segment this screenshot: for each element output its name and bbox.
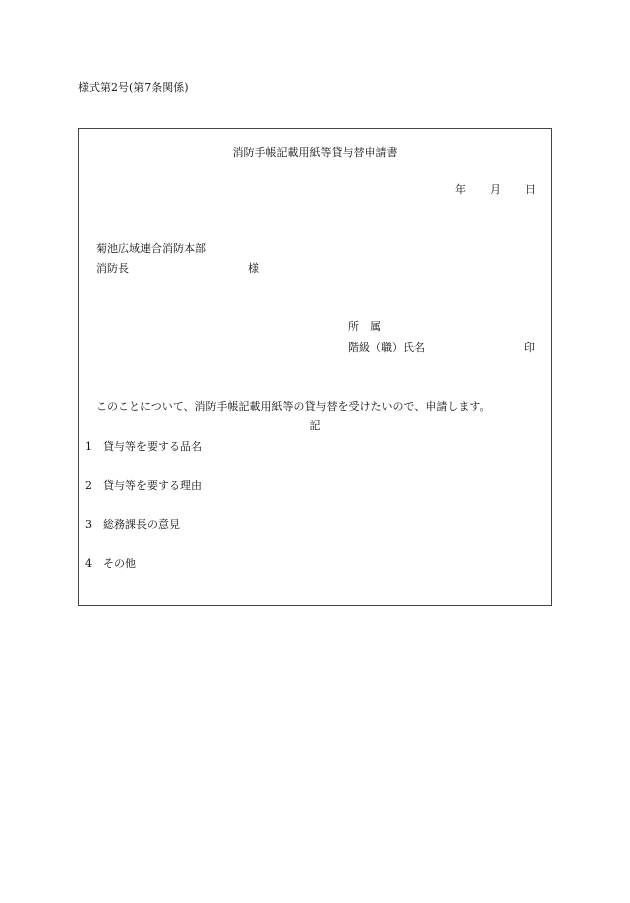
seal-mark: 印 [524,341,535,354]
addressee-organization: 菊池広域連合消防本部 [96,242,206,255]
list-item-label: 総務課長の意見 [103,518,180,531]
document-title: 消防手帳記載用紙等貸与替申請書 [232,146,398,159]
list-item-label: 貸与等を要する品名 [103,440,202,453]
list-item [85,440,202,454]
addressee-position: 消防長 [96,262,129,275]
list-item-label: 貸与等を要する理由 [103,479,202,492]
list-item-number: 4 [85,557,92,570]
list-item [85,557,136,571]
list-item [85,518,180,532]
ki-label: 記 [309,419,321,432]
list-item [85,479,202,493]
body-text: このことについて、消防手帳記載用紙等の貸与替を受けたいので、申請します。 [96,400,491,413]
list-item-label: その他 [103,557,136,570]
form-box [78,128,552,606]
list-item-number: 2 [85,479,92,492]
date-year-label: 年 [455,183,466,196]
list-item-number: 1 [85,440,92,453]
date-day-label: 日 [525,183,536,196]
applicant-name-label: 階級（職）氏名 [348,341,425,354]
list-item-number: 3 [85,518,92,531]
addressee-honorific: 様 [248,262,259,275]
date-month-label: 月 [490,183,501,196]
form-number: 様式第2号(第7条関係) [78,81,189,94]
affiliation-label: 所 属 [348,320,381,333]
